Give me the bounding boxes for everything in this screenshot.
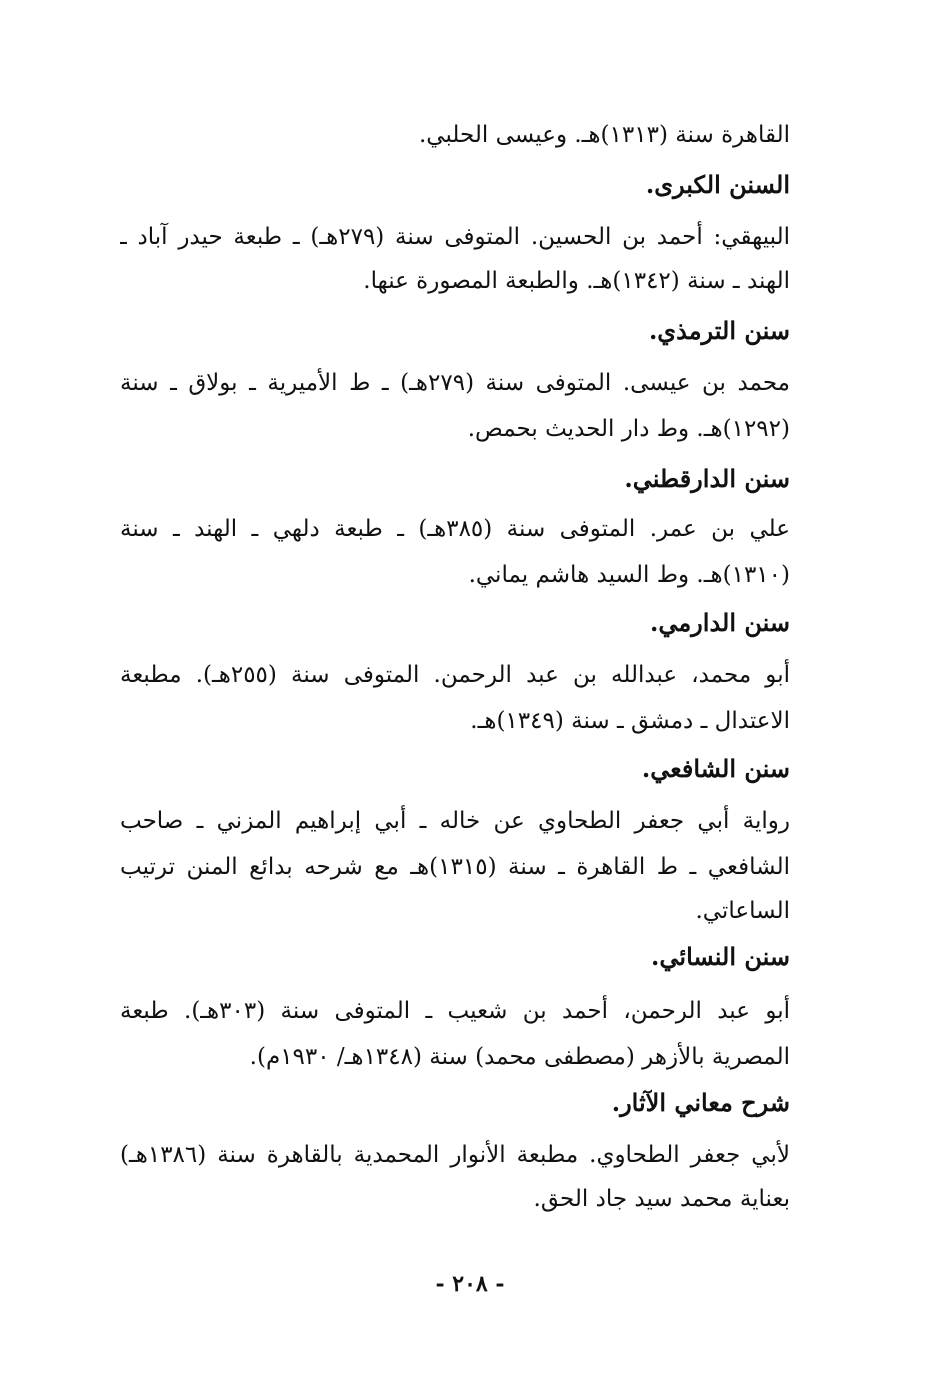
entry-line: الهند ـ سنة (١٣٤٢)هـ. والطبعة المصورة عنها. — [363, 268, 790, 294]
entry-line: أبو محمد، عبدالله بن عبد الرحمن. المتوفى سنة (٢٥٥هـ). مطبعة — [120, 662, 790, 688]
entry-line: (١٢٩٢)هـ. وط دار الحديث بحمص. — [467, 416, 790, 442]
entry-line: (١٣١٠)هـ. وط السيد هاشم يماني. — [468, 562, 790, 588]
page-number: - ٢٠٨ - — [435, 1271, 505, 1297]
entry-line: لأبي جعفر الطحاوي. مطبعة الأنوار المحمدية بالقاهرة سنة (١٣٨٦هـ) — [120, 1142, 790, 1168]
entry-line: أبو عبد الرحمن، أحمد بن شعيب ـ المتوفى سنة (٣٠٣هـ). طبعة — [120, 998, 790, 1024]
entry-heading: سنن النسائي. — [651, 942, 790, 971]
entry-line: البيهقي: أحمد بن الحسين. المتوفى سنة (٢٧٩هـ) ـ طبعة حيدر آباد ـ — [120, 224, 790, 250]
entry-line: الاعتدال ـ دمشق ـ سنة (١٣٤٩)هـ. — [470, 708, 790, 734]
entry-line: علي بن عمر. المتوفى سنة (٣٨٥هـ) ـ طبعة دلهي ـ الهند ـ سنة — [120, 516, 790, 542]
entry-line: الساعاتي. — [695, 898, 790, 924]
entry-line: رواية أبي جعفر الطحاوي عن خاله ـ أبي إبراهيم المزني ـ صاحب — [120, 808, 790, 834]
entry-heading: سنن الدارمي. — [649, 608, 790, 637]
entry-heading: شرح معاني الآثار. — [611, 1088, 790, 1117]
continuation-line: القاهرة سنة (١٣١٣)هـ. وعيسى الحلبي. — [419, 122, 790, 148]
entry-line: بعناية محمد سيد جاد الحق. — [533, 1186, 790, 1212]
entry-heading: سنن الترمذي. — [648, 316, 790, 345]
entry-heading: سنن الدارقطني. — [624, 464, 790, 493]
entry-heading: السنن الكبرى. — [645, 170, 790, 199]
entry-line: الشافعي ـ ط القاهرة ـ سنة (١٣١٥)هـ مع شرحه بدائع المنن ترتيب — [120, 854, 790, 880]
entry-heading: سنن الشافعي. — [641, 754, 790, 783]
entry-line: المصرية بالأزهر (مصطفى محمد) سنة (١٣٤٨هـ/ ١٩٣٠م). — [249, 1044, 790, 1070]
entry-line: محمد بن عيسى. المتوفى سنة (٢٧٩هـ) ـ ط الأميرية ـ بولاق ـ سنة — [120, 370, 790, 396]
